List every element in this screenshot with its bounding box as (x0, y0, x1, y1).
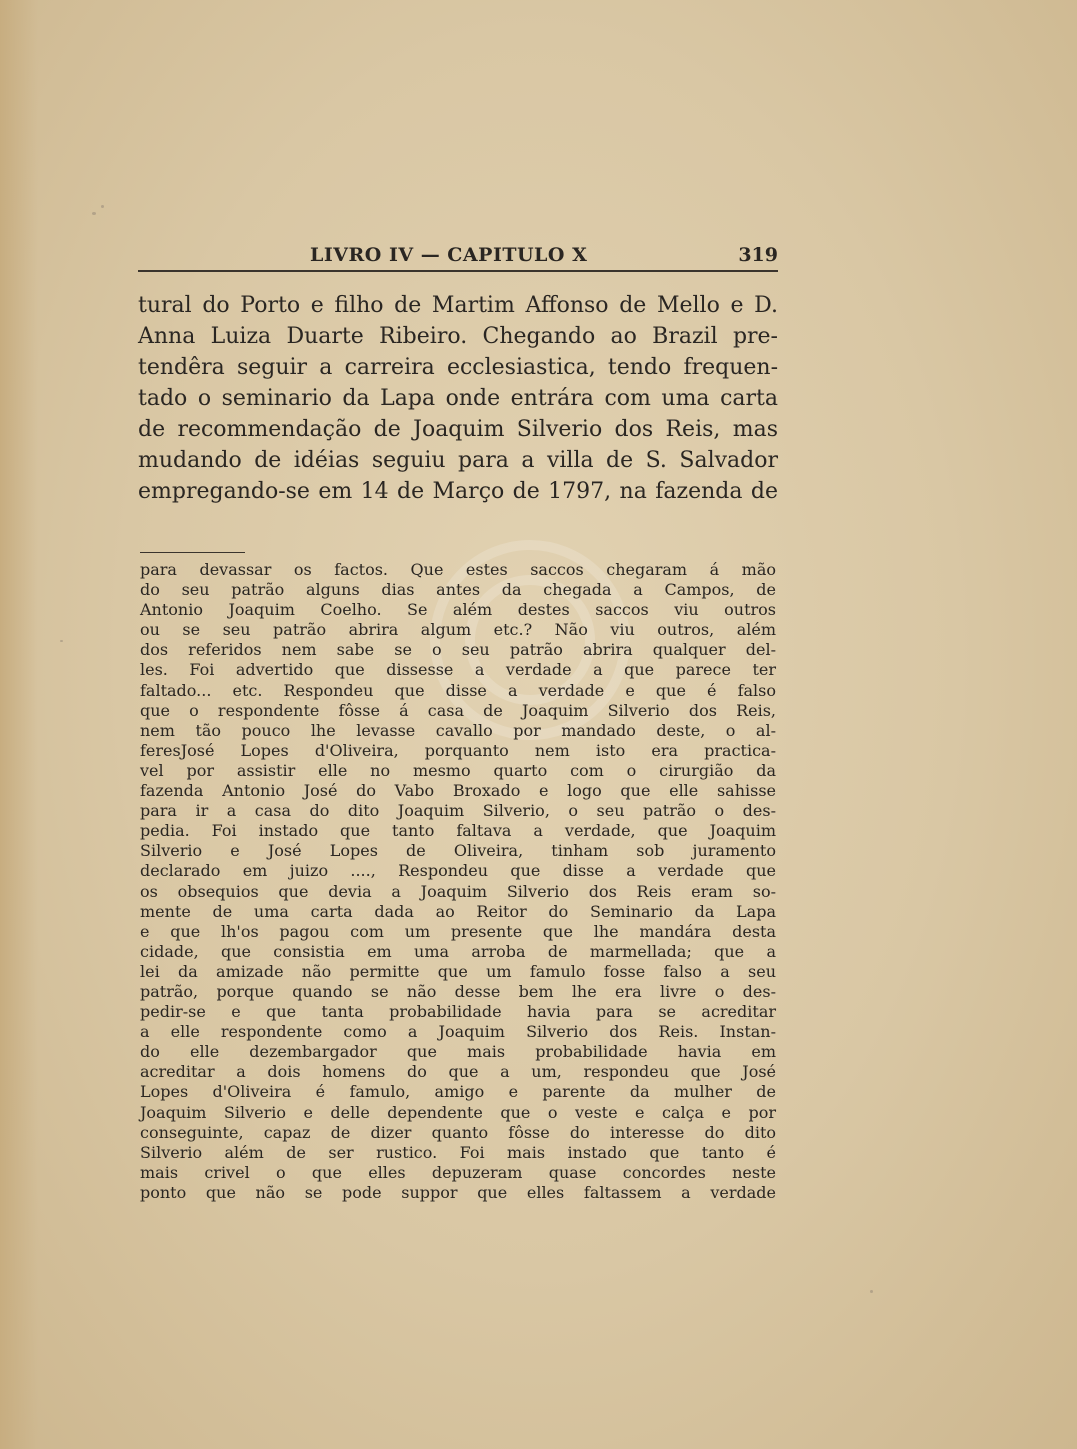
footnote-line: acreditar a dois homens do que a um, respondeu que José (140, 1062, 776, 1082)
footnote-line: e que lh'os pagou com um presente que lhe mandára desta (140, 921, 776, 941)
footnote-rule (140, 552, 245, 553)
footnote-line: para devassar os factos. Que estes saccos chegaram á mão (140, 560, 776, 579)
text-line: de recommendação de Joaquim Silverio dos Reis, mas (138, 417, 778, 442)
footnote-line: cidade, que consistia em uma arroba de marmellada; que a (140, 941, 776, 961)
paper-blemish (92, 212, 96, 215)
footnote-line: feresJosé Lopes d'Oliveira, porquanto nem isto era practica- (140, 740, 776, 760)
footnote-line: faltado... etc. Respondeu que disse a verdade e que é falso (140, 680, 776, 700)
text-line: Anna Luiza Duarte Ribeiro. Chegando ao Brazil pre- (138, 324, 778, 349)
footnote-line: conseguinte, capaz de dizer quanto fôsse do interesse do dito (140, 1122, 776, 1142)
paper-blemish (60, 640, 63, 642)
footnote-line: a elle respondente como a Joaquim Silverio dos Reis. Instan- (140, 1022, 776, 1042)
footnote-line: Silverio e José Lopes de Oliveira, tinham sob juramento (140, 841, 776, 861)
footnote-line: dos referidos nem sabe se o seu patrão abrira qualquer del- (140, 640, 776, 660)
footnote-line: lei da amizade não permitte que um famulo fosse falso a seu (140, 961, 776, 981)
footnote-line: mais crivel o que elles depuzeram quase concordes neste (140, 1162, 776, 1182)
footnote-line: ou se seu patrão abrira algum etc.? Não viu outros, além (140, 620, 776, 640)
main-text (138, 290, 778, 507)
footnote-line: Joaquim Silverio e delle dependente que o veste e calça e por (140, 1102, 776, 1122)
text-line: tural do Porto e filho de Martim Affonso de Mello e D. (138, 293, 778, 318)
footnote-line: mente de uma carta dada ao Reitor do Seminario da Lapa (140, 901, 776, 921)
page-number: 319 (738, 244, 778, 266)
paper-blemish (101, 205, 104, 208)
footnote-line: pedir-se e que tanta probabilidade havia para se acreditar (140, 1002, 776, 1022)
text-line: mudando de idéias seguiu para a villa de S. Salvador (138, 448, 778, 473)
footnote-line: nem tão pouco lhe levasse cavallo por mandado deste, o al- (140, 720, 776, 740)
footnote-line: para ir a casa do dito Joaquim Silverio, o seu patrão o des- (140, 801, 776, 821)
footnote-line: Antonio Joaquim Coelho. Se além destes saccos viu outros (140, 600, 776, 620)
footnote-line: os obsequios que devia a Joaquim Silverio dos Reis eram so- (140, 881, 776, 901)
text-line: tado o seminario da Lapa onde entrára com uma carta (138, 386, 778, 411)
footnote-line: patrão, porque quando se não desse bem lhe era livre o des- (140, 981, 776, 1001)
footnote-line: ponto que não se pode suppor que elles faltassem a verdade (140, 1182, 776, 1202)
footnote-line: les. Foi advertido que dissesse a verdade a que parece ter (140, 660, 776, 680)
text-line: empregando-se em 14 de Março de 1797, na fazenda de (138, 479, 778, 504)
chapter-title: LIVRO IV — CAPITULO X (310, 244, 588, 266)
text-line: tendêra seguir a carreira ecclesiastica, tendo frequen- (138, 355, 778, 380)
running-header (138, 240, 778, 272)
footnote-line: do elle dezembargador que mais probabilidade havia em (140, 1042, 776, 1062)
footnote (140, 560, 776, 1203)
footnote-line: que o respondente fôsse á casa de Joaquim Silverio dos Reis, (140, 700, 776, 720)
footnote-line: do seu patrão alguns dias antes da chegada a Campos, de (140, 580, 776, 600)
footnote-line: fazenda Antonio José do Vabo Broxado e logo que elle sahisse (140, 781, 776, 801)
footnote-line: pedia. Foi instado que tanto faltava a verdade, que Joaquim (140, 821, 776, 841)
footnote-line: Lopes d'Oliveira é famulo, amigo e parente da mulher de (140, 1082, 776, 1102)
footnote-line: declarado em juizo ...., Respondeu que disse a verdade que (140, 861, 776, 881)
footnote-line: vel por assistir elle no mesmo quarto com o cirurgião da (140, 760, 776, 780)
paper-blemish (870, 1290, 873, 1293)
page-edge-shadow (0, 0, 38, 1449)
footnote-line: Silverio além de ser rustico. Foi mais instado que tanto é (140, 1142, 776, 1162)
